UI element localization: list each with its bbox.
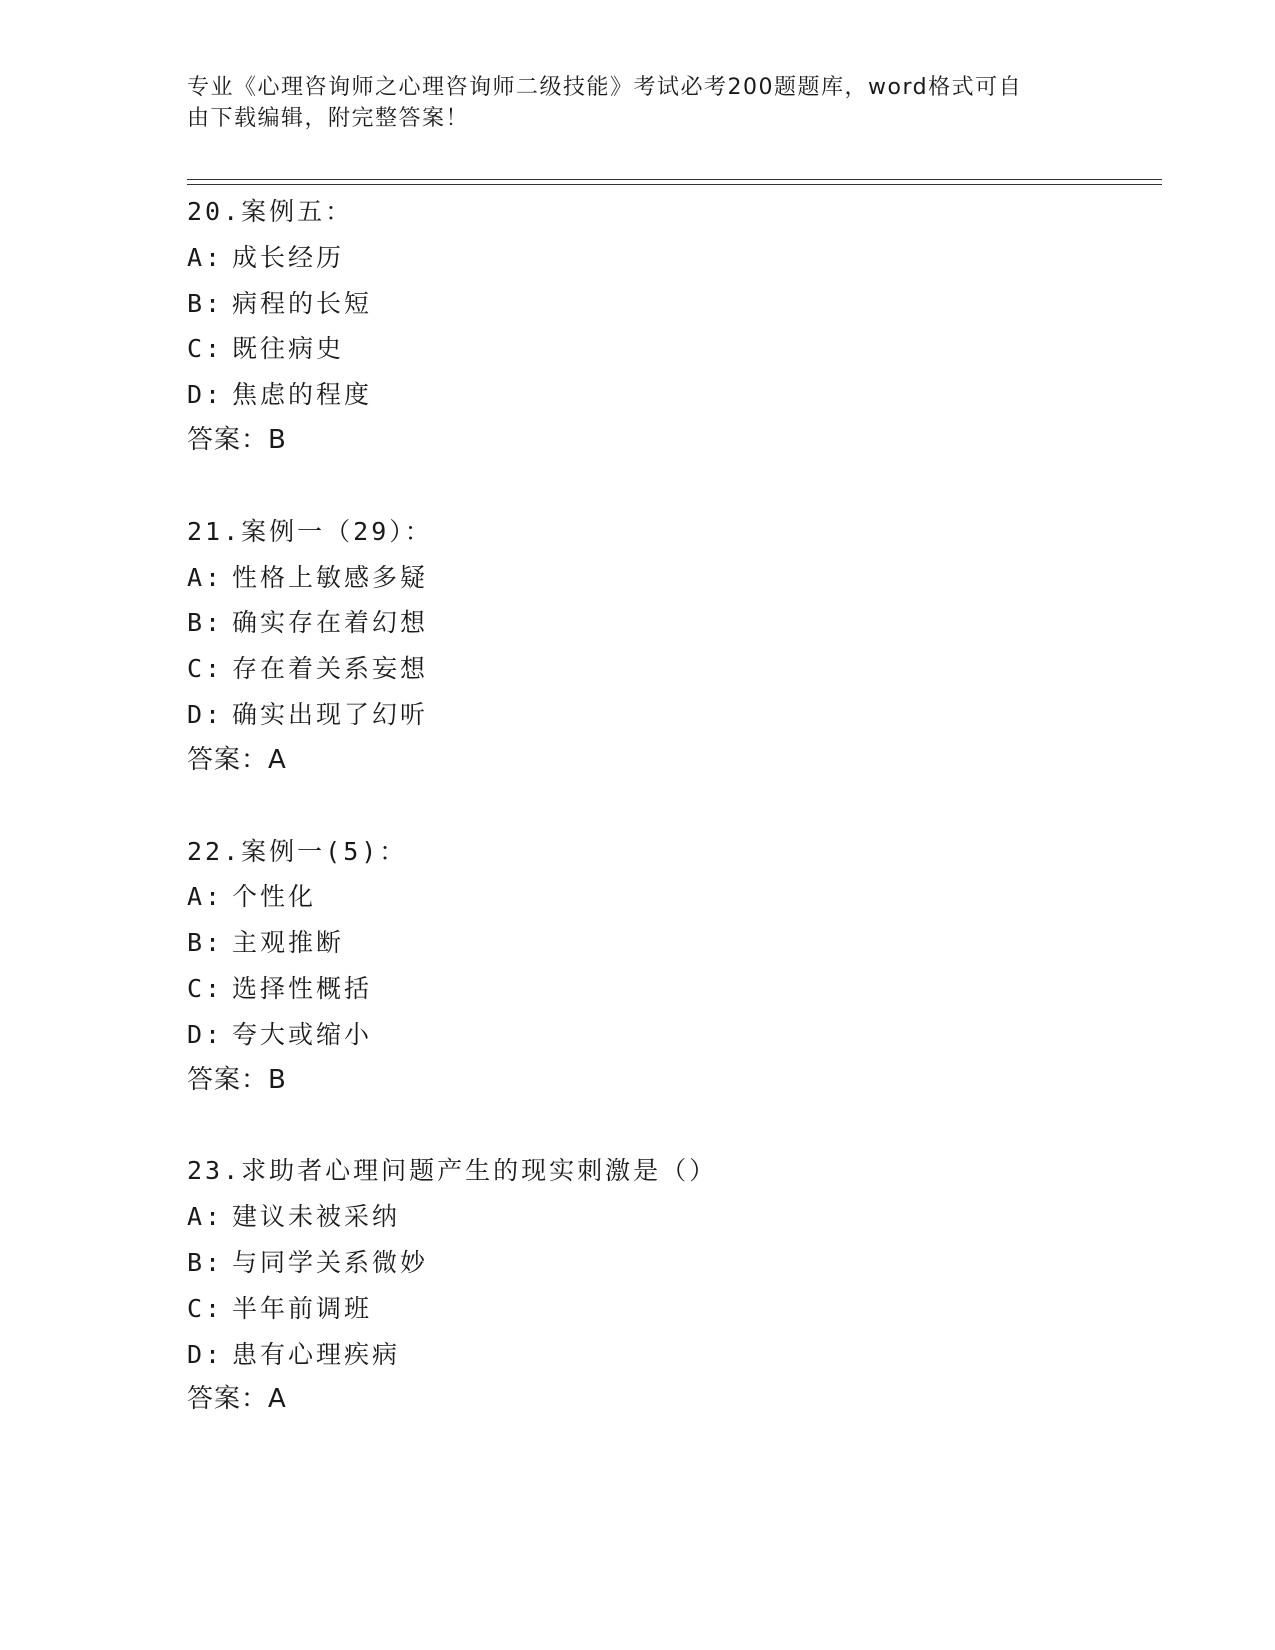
- option-text: 选择性概括: [232, 973, 373, 1003]
- header-divider-bottom: [187, 184, 1162, 185]
- question-23: [187, 1148, 1147, 1423]
- option-text: 病程的长短: [232, 288, 373, 318]
- option-key: B:: [187, 288, 224, 318]
- option-key: C:: [187, 1293, 224, 1323]
- answer-line: 答案：B: [187, 1064, 287, 1095]
- option-key: D:: [187, 380, 224, 410]
- option-key: C:: [187, 654, 224, 684]
- option-d: [187, 1012, 1147, 1058]
- option-text: 患有心理疾病: [232, 1339, 401, 1369]
- option-key: A:: [187, 562, 224, 592]
- option-key: B:: [187, 1247, 224, 1277]
- option-d: [187, 1332, 1147, 1378]
- option-text: 性格上敏感多疑: [232, 562, 429, 592]
- option-a: [187, 235, 1147, 281]
- option-c: [187, 646, 1147, 692]
- option-b: [187, 281, 1147, 327]
- question-21: [187, 509, 1147, 784]
- option-key: D:: [187, 699, 224, 729]
- option-key: A:: [187, 882, 224, 912]
- option-text: 焦虑的程度: [232, 380, 373, 410]
- option-text: 主观推断: [232, 928, 345, 958]
- option-c: [187, 1286, 1147, 1332]
- option-text: 存在着关系妄想: [232, 654, 429, 684]
- option-text: 成长经历: [232, 242, 345, 272]
- option-text: 既往病史: [232, 334, 345, 364]
- option-b: [187, 920, 1147, 966]
- option-d: [187, 372, 1147, 418]
- answer-line: 答案：B: [187, 424, 287, 455]
- option-key: B:: [187, 928, 224, 958]
- option-d: [187, 692, 1147, 738]
- question-stem: 21.案例一（29）：: [187, 516, 433, 546]
- answer-line: 答案：A: [187, 744, 287, 775]
- question-20: [187, 189, 1147, 464]
- answer-line: 答案：A: [187, 1384, 287, 1415]
- option-text: 与同学关系微妙: [232, 1247, 429, 1277]
- option-key: C:: [187, 334, 224, 364]
- option-text: 确实出现了幻听: [232, 699, 429, 729]
- option-b: [187, 600, 1147, 646]
- option-c: [187, 326, 1147, 372]
- header-line-2: 由下载编辑，附完整答案！: [187, 106, 470, 131]
- option-key: A:: [187, 242, 224, 272]
- option-a: [187, 555, 1147, 601]
- option-key: C:: [187, 973, 224, 1003]
- option-key: B:: [187, 608, 224, 638]
- question-stem: 23.求助者心理问题产生的现实刺激是（）: [187, 1156, 718, 1186]
- option-text: 建议未被采纳: [232, 1202, 401, 1232]
- option-a: [187, 1194, 1147, 1240]
- option-b: [187, 1240, 1147, 1286]
- question-22: [187, 829, 1147, 1104]
- question-stem: 22.案例一(5)：: [187, 836, 408, 866]
- header-divider-top: [187, 179, 1162, 180]
- option-key: D:: [187, 1019, 224, 1049]
- header-line-1: 专业《心理咨询师之心理咨询师二级技能》考试必考200题题库，word格式可自: [187, 75, 1023, 100]
- option-a: [187, 874, 1147, 920]
- option-key: D:: [187, 1339, 224, 1369]
- option-text: 确实存在着幻想: [232, 608, 429, 638]
- option-key: A:: [187, 1202, 224, 1232]
- option-text: 夸大或缩小: [232, 1019, 373, 1049]
- question-list: [187, 189, 1147, 1468]
- option-text: 个性化: [232, 882, 317, 912]
- option-text: 半年前调班: [232, 1293, 373, 1323]
- option-c: [187, 966, 1147, 1012]
- question-stem: 20.案例五：: [187, 197, 354, 226]
- document-header: [187, 72, 1067, 134]
